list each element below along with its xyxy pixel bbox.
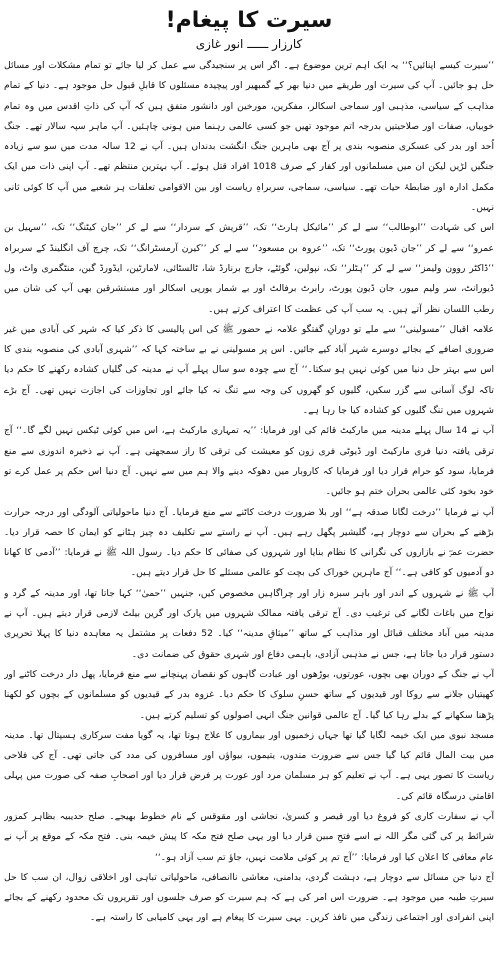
article-paragraph: آپ نے سفارت کاری کو فروغ دیا اور قیصر و کسریٰ، نجاشی اور مقوقس کے نام خطوط بھیجے۔ صلح حدیبیہ بظاہر کمزور شرائط پر کی گئی مگر اللہ نے اسے فتحِ مبین قرار دیا اور یہی صلح فتح مکہ کا پیش خیمہ بنی۔ فتح مکہ کے موقع پر آپ نے عام معافی کا اعلان کیا اور فرمایا: ’’آج تم پر کوئی ملامت نہیں، جاؤ تم سب آزاد ہو۔‘‘	[4, 810, 494, 863]
article-paragraph: آپ ﷺ نے شہروں کے اندر اور باہر سبزہ زار اور چراگاہیں مخصوص کیں، جنہیں ’’حمیٰ‘‘ کہا جاتا تھا، اور مدینہ کے گرد و نواح میں باغات لگانے کی ترغیب دی۔ آج ترقی یافتہ ممالک شہروں میں پارک اور گرین بیلٹ لازمی قرار دیتے ہیں۔ آپ نے مدینہ میں آباد مختلف قبائل اور مذاہب کے ساتھ ’’میثاقِ مدینہ‘‘ کیا۔ 52 دفعات پر مشتمل یہ معاہدہ دنیا کا پہلا تحریری دستور قرار دیا جاتا ہے، جس نے مذہبی آزادی، باہمی دفاع اور شہری حقوق کی ضمانت دی۔	[4, 587, 494, 660]
article-paragraph: ’’سیرت کیسے اپنائیں؟‘‘ یہ ایک اہم ترین موضوع ہے۔ اگر اس پر سنجیدگی سے عمل کر لیا جائے تو تمام مشکلات اور مسائل حل ہو جائیں۔ آپ کی سیرت اور طریقے میں دنیا بھر کے گمبھیر اور پیچیدہ مسئلوں کا قابلِ قبول حل موجود ہے۔ دنیا کے تمام مذاہب کے سیاسی، مذہبی اور سماجی اسکالر، مفکرین، مورخین اور دانشور متفق ہیں کہ آپ کی ذاتِ اقدس میں وہ تمام خوبیاں، صفات اور صلاحیتیں بدرجہ اتم موجود تھیں جو کسی عالمی رہنما میں ہونی چاہئیں۔ آپ ماہر سپہ سالار تھے۔ جنگ اُحد اور بدر کی عسکری منصوبہ بندی پر آج بھی ماہرین جنگ انگشت بدنداں ہیں۔ آپ نے 12 سالہ مدت میں سو سے زیادہ جنگیں لڑیں لیکن ان میں مسلمانوں اور کفار کے صرف 1018 افراد قتل ہوئے۔ آپ بہترین منتظم تھے۔ آپ اپنی ذات میں ایک مکمل ادارہ اور ضابطۂ حیات تھے۔ سیاسی، سماجی، سربراہِ ریاست اور بین الاقوامی تعلقات ہر شعبے میں آپ کا کوئی ثانی نہیں۔	[4, 60, 494, 214]
article-title: سیرت کا پیغام!	[165, 8, 333, 33]
article-body	[4, 56, 494, 962]
article-paragraph: آپ نے 14 سال پہلے مدینہ میں مارکیٹ قائم کی اور فرمایا: ’’یہ تمہاری مارکیٹ ہے، اس میں کوئی ٹیکس نہیں لگے گا۔‘‘ آج ترقی یافتہ دنیا فری مارکیٹ اور ڈیوٹی فری زون کو معیشت کی ترقی کا راز سمجھتی ہے۔ آپ نے ذخیرہ اندوزی سے منع فرمایا، سود کو حرام قرار دیا اور فرمایا کہ کاروبار میں دھوکہ دینے والا ہم میں سے نہیں۔ آج دنیا اس حکم پر عمل کرے تو خود بخود کئی عالمی بحران ختم ہو جائیں۔	[4, 425, 494, 498]
article-paragraph: مسجد نبوی میں ایک خیمہ لگایا گیا تھا جہاں زخمیوں اور بیماروں کا علاج ہوتا تھا، یہ گویا مفت سرکاری ہسپتال تھا۔ مدینہ میں بیت المال قائم کیا گیا جس سے ضرورت مندوں، یتیموں، بیواؤں اور مسافروں کی مدد کی جاتی تھی۔ آج کی فلاحی ریاست کا تصور یہی ہے۔ آپ نے تعلیم کو ہر مسلمان مرد اور عورت پر فرض قرار دیا اور اصحابِ صفہ کی صورت میں پہلی اقامتی درسگاہ قائم کی۔	[4, 729, 494, 802]
article-paragraph: آپ نے فرمایا ’’درخت لگانا صدقہ ہے‘‘ اور بلا ضرورت درخت کاٹنے سے منع فرمایا۔ آج دنیا ماحولیاتی آلودگی اور درجہ حرارت بڑھنے کے بحران سے دوچار ہے، گلیشیر پگھل رہے ہیں۔ آپ نے راستے سے تکلیف دہ چیز ہٹانے کو ایمان کا حصہ قرار دیا۔ حضرت عمرؓ نے بازاروں کی نگرانی کا نظام بنایا اور شہروں کی صفائی کا حکم دیا۔ رسول اللہ ﷺ نے فرمایا: ’’آدمی کا کھانا دو آدمیوں کو کافی ہے۔‘‘ آج ماہرین خوراک کی بچت کو عالمی مسئلے کا حل قرار دیتے ہیں۔	[4, 506, 494, 579]
article-paragraph: علامہ اقبال ’’مسولینی‘‘ سے ملے تو دورانِ گفتگو علامہ نے حضور ﷺ کی اس پالیسی کا ذکر کیا کہ شہر کی آبادی میں غیر ضروری اضافے کے بجائے دوسرے شہر آباد کیے جائیں۔ اس پر مسولینی نے بے ساختہ کہا کہ ’’شہری آبادی کی منصوبہ بندی کا اس سے بہتر حل دنیا میں کوئی نہیں ہو سکتا۔‘‘ آج سے چودہ سو سال پہلے آپ نے مدینہ کی گلیاں کشادہ رکھنے کا حکم دیا تاکہ لوگ آسانی سے گزر سکیں، گلیوں کو گھروں کی وجہ سے تنگ نہ کیا جائے اور تجاوزات کی اجازت نہیں تھی۔ آج بڑے شہروں میں تنگ گلیوں کو کشادہ کیا جا رہا ہے۔	[4, 323, 494, 417]
article-byline: کارزار ــــــ انور غازی	[195, 37, 303, 51]
article-paragraph: آپ نے جنگ کے دوران بھی بچوں، عورتوں، بوڑھوں اور عبادت گاہوں کو نقصان پہنچانے سے منع فرمایا، پھل دار درخت کاٹنے اور کھیتیاں جلانے سے روکا اور قیدیوں کے ساتھ حسنِ سلوک کا حکم دیا۔ غزوہ بدر کے قیدیوں کو مسلمانوں کے بچوں کو لکھنا پڑھنا سکھانے کے بدلے رہا کیا گیا۔ آج عالمی قوانین جنگ انہی اصولوں کو تسلیم کرتے ہیں۔	[4, 668, 494, 721]
article-paragraph: اس کی شہادت ’’ابوطالب‘‘ سے لے کر ’’مائیکل ہارٹ‘‘ تک، ’’قریش کے سردار‘‘ سے لے کر ’’جان کیٹنگ‘‘ تک، ’’سہیل بن عمرو‘‘ سے لے کر ’’جان ڈیون پورٹ‘‘ تک، ’’عروہ بن مسعود‘‘ سے لے کر ’’کیرن آرمسٹرانگ‘‘ تک، چرچ آف انگلینڈ کے سربراہ ’’ڈاکٹر روون ولیمز‘‘ سے لے کر ’’ہٹلر‘‘ تک، نپولین، گوئٹے، جارج برنارڈ شا، ٹالسٹائی، لامارٹین، ایڈورڈ گبن، منٹگمری واٹ، ول ڈیورانٹ، سر ولیم میور، جان ڈیون پورٹ، رابرٹ برفالٹ اور بے شمار یورپی اسکالر اور مستشرقین بھی آپ کی شان میں رطب اللسان نظر آتے ہیں۔ یہ سب آپ کی عظمت کا اعتراف کرتے ہیں۔	[4, 222, 494, 315]
article-paragraph: آج دنیا جن مسائل سے دوچار ہے، دہشت گردی، بدامنی، معاشی ناانصافی، ماحولیاتی تباہی اور اخلاقی زوال، ان سب کا حل سیرتِ طیبہ میں موجود ہے۔ ضرورت اس امر کی ہے کہ ہم سیرت کو صرف جلسوں اور تقریروں تک محدود رکھنے کے بجائے اپنی انفرادی اور اجتماعی زندگی میں نافذ کریں۔ یہی سیرت کا پیغام ہے اور یہی کامیابی کا راستہ ہے۔	[4, 871, 494, 924]
